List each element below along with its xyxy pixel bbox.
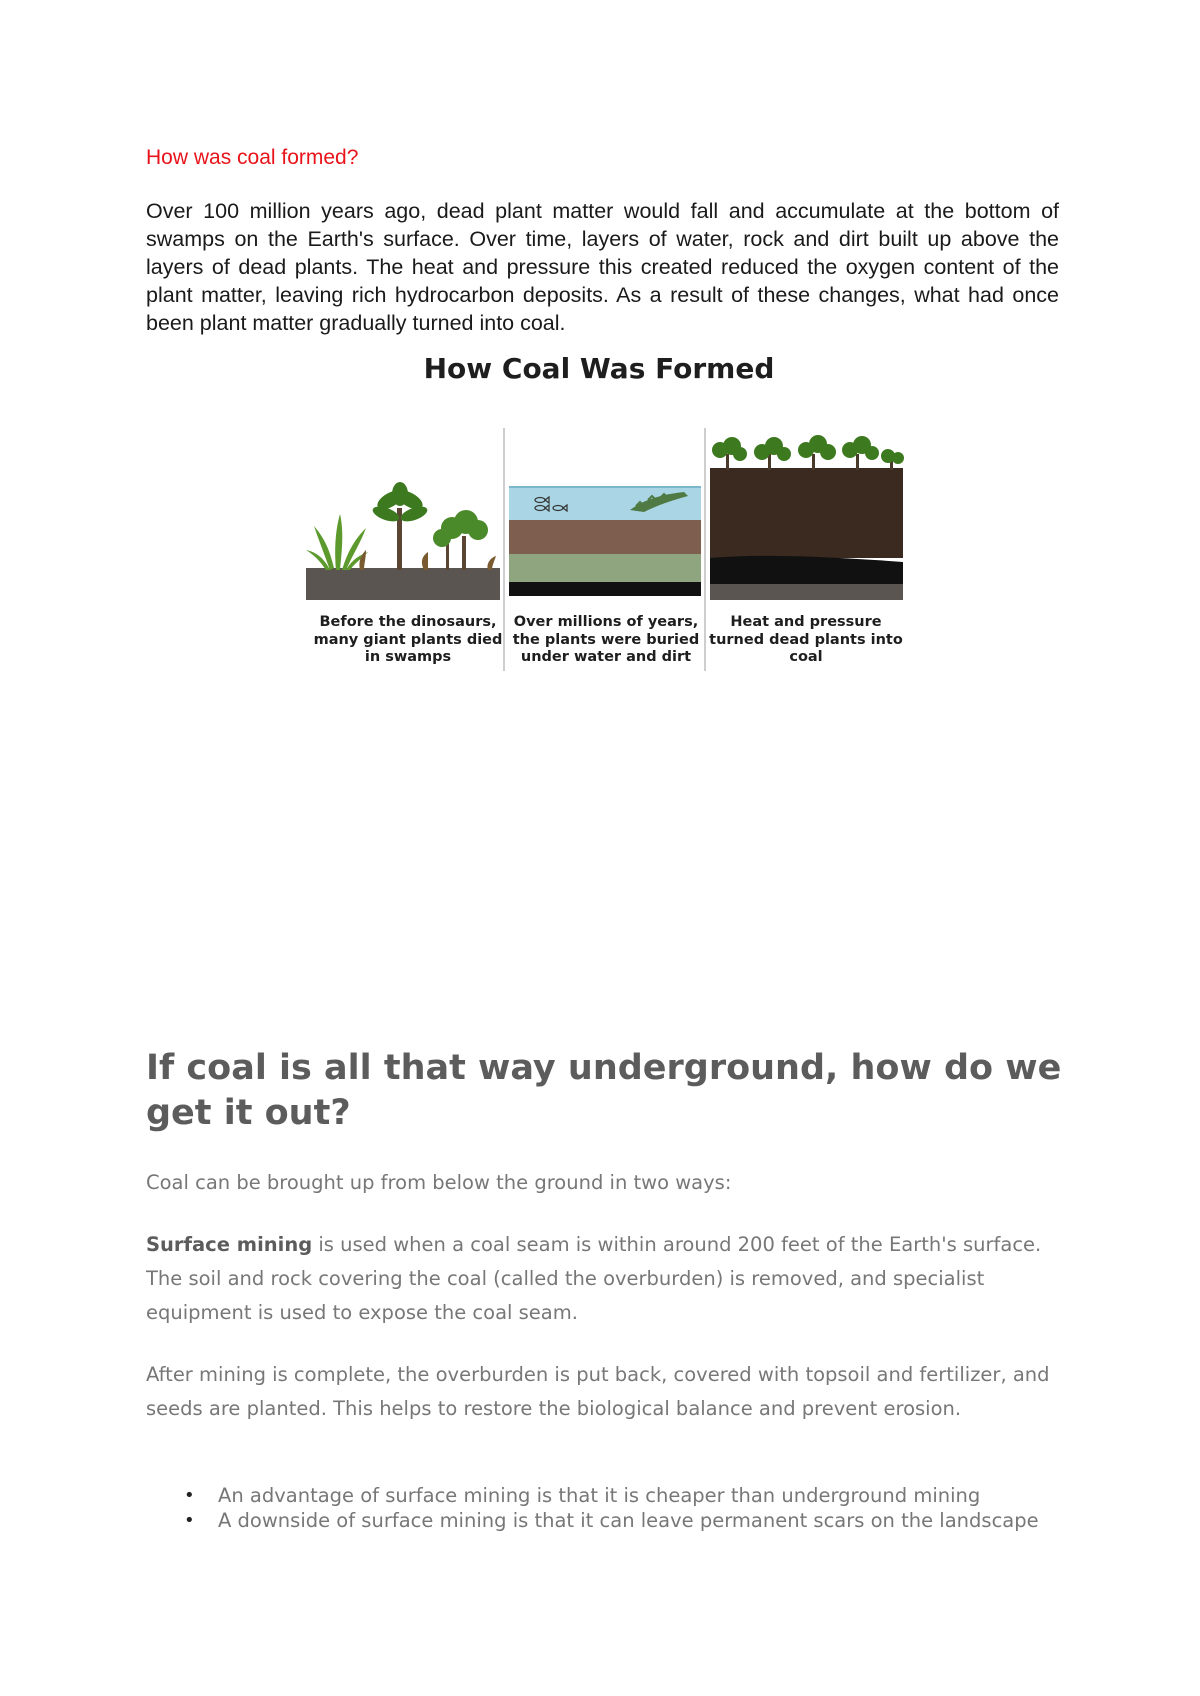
coal-formation-figure xyxy=(300,352,910,682)
caption-buried: Over millions of years, the plants were buried under water and dirt xyxy=(512,614,700,665)
caption-coal: Heat and pressure turned dead plants into coal xyxy=(709,614,903,665)
surface-mining-paragraph xyxy=(146,1228,1076,1330)
panel-coal xyxy=(710,435,904,600)
mining-bullet-list xyxy=(146,1483,1076,1533)
bullet-text: An advantage of surface mining is that it is cheaper than underground mining xyxy=(218,1484,981,1507)
bullet-icon: • xyxy=(184,1485,195,1506)
mining-intro: Coal can be brought up from below the ground in two ways: xyxy=(146,1171,732,1194)
panel-buried-layers xyxy=(509,486,701,596)
caption-swamp: Before the dinosaurs, many giant plants died in swamps xyxy=(313,614,503,665)
surface-mining-label: Surface mining xyxy=(146,1233,313,1256)
coal-formation-paragraph: Over 100 million years ago, dead plant matter would fall and accumulate at the bottom of swamps on the Earth's surface. Over time, layers of water, rock and dirt built up above the layers of dead plants. The heat and pressure this created reduced the oxygen content of the plant matter, leaving rich hydrocarbon deposits. As a result of these changes, what had once been plant matter gradually turned into coal. xyxy=(146,199,1059,335)
bullet-text: A downside of surface mining is that it can leave permanent scars on the landscape xyxy=(218,1509,1039,1532)
surface-mining-text: is used when a coal seam is within around 200 feet of the Earth's surface. The soil and rock covering the coal (called the overburden) is removed, and specialist equipment is used to expose the coal seam. xyxy=(146,1233,1042,1324)
bullet-icon: • xyxy=(184,1510,195,1531)
section-heading-underground: If coal is all that way underground, how do we get it out? xyxy=(146,1048,1062,1133)
after-mining-paragraph: After mining is complete, the overburden is put back, covered with topsoil and fertilizer, and seeds are planted. This helps to restore the biological balance and prevent erosion. xyxy=(146,1363,1050,1420)
list-item xyxy=(146,1483,1076,1508)
figure-title: How Coal Was Formed xyxy=(423,352,775,385)
list-item xyxy=(146,1508,1076,1533)
panel-swamp xyxy=(306,482,500,600)
section-title-coal-formed: How was coal formed? xyxy=(146,146,359,169)
